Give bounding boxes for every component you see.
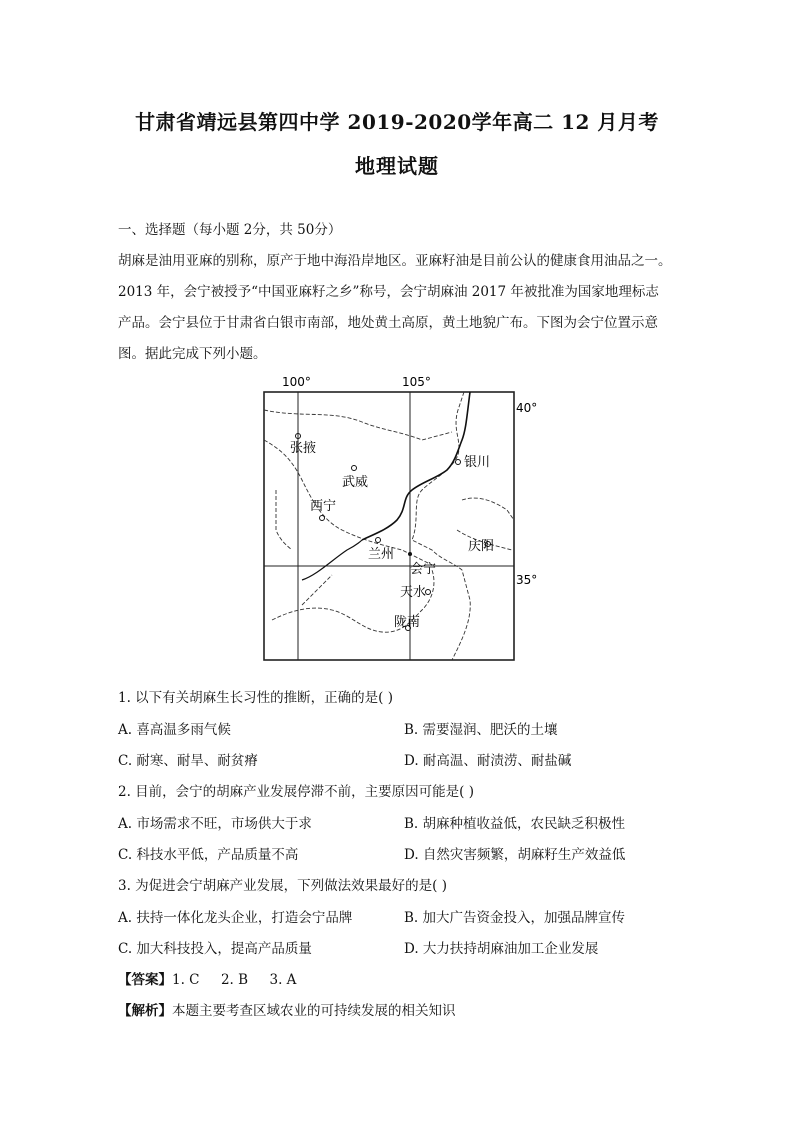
answer-text: 1. C 2. B 3. A [172, 972, 297, 988]
huining-location-map [262, 370, 538, 670]
city-marker [376, 538, 381, 543]
option-b: B. 胡麻种植收益低，农民缺乏积极性 [404, 816, 626, 832]
province-boundary [264, 392, 470, 660]
analysis-text: 本题主要考查区域农业的可持续发展的相关知识 [172, 1003, 456, 1019]
city-huining: 会宁 [410, 562, 437, 577]
city-zhangye: 张掖 [290, 441, 317, 456]
city-marker [352, 466, 357, 471]
option-b: B. 加大广告资金投入，加强品牌宣传 [404, 910, 626, 926]
city-marker [456, 460, 461, 465]
lon-label-100: 100° [282, 375, 311, 389]
option-d: D. 自然灾害频繁，胡麻籽生产效益低 [404, 847, 626, 863]
document-title: 甘肃省靖远县第四中学 2019-2020学年高二 12 月月考 [135, 110, 659, 134]
passage-line: 2013 年，会宁被授予“中国亚麻籽之乡”称号，会宁胡麻油 2017 年被批准为国家地理标志 [118, 284, 659, 300]
question-stem: 3. 为促进会宁胡麻产业发展，下列做法效果最好的是( ) [118, 878, 447, 894]
option-a: A. 喜高温多雨气候 [118, 722, 231, 738]
lat-label-35: 35° [516, 573, 538, 587]
city-lanzhou: 兰州 [368, 547, 395, 562]
analysis-line [118, 999, 456, 1019]
river-upper [302, 540, 362, 580]
city-tianshui: 天水 [400, 585, 427, 600]
lon-label-105: 105° [402, 375, 431, 389]
option-a: A. 市场需求不旺，市场供大于求 [118, 816, 312, 832]
section-heading: 一、选择题（每小题 2分，共 50分） [118, 222, 342, 238]
passage-line: 产品。会宁县位于甘肃省白银市南部，地处黄土高原，黄土地貌广布。下图为会宁位置示意 [118, 315, 658, 331]
lat-label-40: 40° [516, 401, 538, 415]
passage-line: 图。据此完成下列小题。 [118, 346, 267, 362]
question-stem: 1. 以下有关胡麻生长习性的推断，正确的是( ) [118, 690, 393, 706]
city-qingyang: 庆阳 [468, 539, 495, 554]
answer-label: 【答案】 [118, 972, 172, 988]
option-a: A. 扶持一体化龙头企业，打造会宁品牌 [118, 910, 353, 926]
city-xining: 西宁 [310, 499, 337, 514]
analysis-label: 【解析】 [118, 1003, 172, 1019]
city-marker [408, 552, 412, 556]
option-c: C. 科技水平低，产品质量不高 [118, 847, 299, 863]
passage-line: 胡麻是油用亚麻的别称，原产于地中海沿岸地区。亚麻籽油是目前公认的健康食用油品之一。 [118, 253, 672, 269]
option-c: C. 加大科技投入，提高产品质量 [118, 941, 312, 957]
city-yinchuan: 银川 [464, 455, 491, 470]
answer-line [118, 968, 296, 988]
city-longnan: 陇南 [394, 615, 421, 630]
city-marker [426, 590, 431, 595]
option-c: C. 耐寒、耐旱、耐贫瘠 [118, 753, 258, 769]
city-wuwei: 武威 [342, 475, 369, 490]
question-stem: 2. 目前，会宁的胡麻产业发展停滞不前，主要原因可能是( ) [118, 784, 474, 800]
city-marker [320, 516, 325, 521]
option-d: D. 耐高温、耐渍涝、耐盐碱 [404, 753, 572, 769]
option-b: B. 需要湿润、肥沃的土壤 [404, 722, 558, 738]
province-boundary-2 [264, 440, 432, 565]
option-d: D. 大力扶持胡麻油加工企业发展 [404, 941, 599, 957]
document-subtitle: 地理试题 [355, 154, 439, 178]
